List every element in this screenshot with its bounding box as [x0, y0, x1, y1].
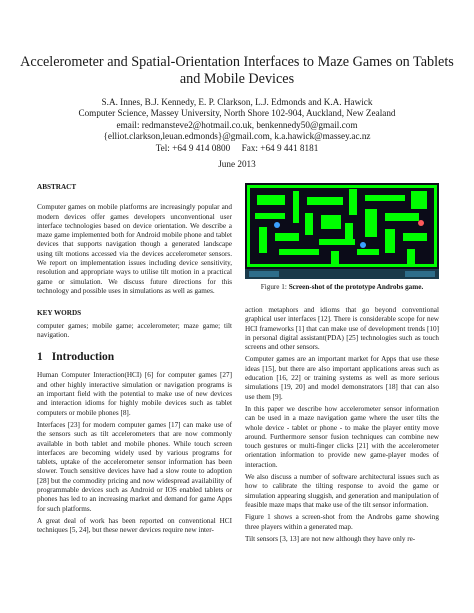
author-email-2: {elliot.clarkson,leuan.edmonds}@gmail.com, k.a.hawick@massey.ac.nz — [103, 131, 371, 142]
author-email-1: email: redmansteve2@hotmail.co.uk, benkennedy50@gmail.com — [116, 119, 358, 130]
player-sprite — [274, 222, 280, 228]
player-sprite — [418, 220, 424, 226]
maze-wall — [411, 191, 427, 209]
maze-wall — [305, 213, 313, 235]
right-paragraph-6: Tilt sensors [3, 13] are not new although they have only re- — [245, 534, 416, 543]
figure-caption — [245, 283, 439, 291]
maze-wall — [407, 249, 415, 264]
abstract-heading: ABSTRACT — [37, 183, 77, 191]
maze-wall — [365, 195, 405, 201]
author-block — [20, 97, 454, 154]
left-column — [37, 183, 232, 539]
right-paragraph-5: Figure 1 shows a screen-shot from the Androbs game showing three players within a generated map. — [245, 513, 439, 531]
keywords-heading: KEY WORDS — [37, 309, 82, 318]
right-paragraph-1: action metaphors and idioms that go beyond conventional graphical user interfaces [12]. There is considerable scope for new HCI frameworks [1] that can make use of development trends [10] in personal digital assistant(PDA) [25] technologies such as touch screens and other sensors. — [245, 306, 439, 352]
maze-screenshot — [245, 183, 439, 279]
figure-label: Figure 1: — [260, 283, 287, 291]
section-heading — [37, 353, 232, 362]
right-paragraph-4: We also discuss a number of software architectural issues such as how to calibrate the tilting response to avoid the game or simulation appearing sluggish, and generation and manipulation of feasible maze maps that make use of the tilt sensor information. — [245, 473, 439, 509]
maze-wall — [307, 197, 343, 205]
maze-wall — [357, 249, 379, 255]
figure-caption-text: Screen-shot of the prototype Androbs game. — [288, 283, 424, 291]
right-paragraph-2: Computer games are an important market for Apps that use these ideas [15], but there are also important applications areas such as education [16, 22] or training systems as well as more serious simulations [19, 20] and model demonstrators [18] that can also use them [9]. — [245, 355, 439, 401]
maze-wall — [434, 185, 437, 267]
maze-wall — [403, 233, 427, 241]
author-affiliation: Computer Science, Massey University, North Shore 102-904, Auckland, New Zealand — [78, 108, 396, 119]
maze-wall — [345, 223, 353, 239]
publication-date: June 2013 — [218, 159, 256, 169]
abstract-text: Computer games on mobile platforms are increasingly popular and modern devices offer games developers unconventional user interface technologies based on device orientation. We describe a maze game implemented both for Android mobile phone and tablet devices that supports navigation though a generated landscape using tilt motions accessed via the devices accelerometer sensors. We report on implementation issues including device sensitivity, resolution and appropriate ways to utilise tilt motion in a practical game or simulation. We discuss future directions for this technology and possible uses in simulations as well as games. — [37, 203, 232, 295]
maze-wall — [319, 239, 355, 245]
section-title: Introduction — [51, 351, 115, 364]
section-number: 1 — [37, 351, 43, 364]
right-paragraph-3: In this paper we describe how accelerometer sensor information can be used in a maze navigation game where the user tilts the whole device - tablet or phone - to make the player entity move around. Furthermore sensor fusion techniques can combine new touch gestures or multi-finger clicks [21] with the accelerometer orientation information to provide new game-player modes of interaction. — [245, 404, 439, 469]
maze-wall — [293, 191, 299, 223]
author-names: S.A. Innes, B.J. Kennedy, E. P. Clarkson, L.J. Edmonds and K.A. Hawick — [101, 97, 373, 107]
author-phone: Tel: +64 9 414 0800 Fax: +64 9 441 8181 — [155, 142, 319, 153]
paper-title: Accelerometer and Spatial-Orientation Interfaces to Maze Games on Tablets and Mobile Devices — [20, 54, 454, 87]
maze-wall — [247, 185, 437, 188]
maze-wall — [259, 227, 267, 253]
player-sprite — [360, 242, 366, 248]
intro-paragraph-1: Human Computer Interaction(HCI) [6] for computer games [27] and other highly interactive simulation or navigation programs is an important field with the potential to make use of new devices and interaction idioms for highly mobile devices such as tablet computers or mobile phones [8]. — [37, 371, 232, 417]
maze-wall — [247, 185, 250, 267]
maze-wall — [247, 264, 437, 267]
maze-wall — [275, 233, 299, 241]
keywords-text: computer games; mobile game; accelerometer; maze game; tilt navigation. — [37, 321, 232, 339]
intro-paragraph-2: Interfaces [23] for modern computer games [17] can make use of the sensors such as tilt accelerometers that are now commonly available in both tablet and mobile phones. While touch screen interfaces are becoming widely used by various programs for tablets, uptake of the accelerometer sensor information has been slower. Touch sensitive devices have had a slow route to adoption [28] but the commodity pricing and now widespread availability of programmable devices such as Android or IOS enabled tablets or phones has led to an increasing market and demand for game Apps for such platforms. — [37, 420, 232, 513]
right-column — [245, 306, 439, 547]
maze-wall — [257, 195, 285, 205]
maze-wall — [385, 229, 395, 253]
intro-paragraph-3: A great deal of work has been reported on conventional HCI techniques [5, 24], but these newer devices require new inter- — [37, 516, 232, 535]
maze-wall — [385, 213, 419, 221]
maze-wall — [331, 251, 339, 264]
maze-wall — [255, 213, 285, 219]
game-screenshot-figure — [245, 183, 439, 279]
maze-wall — [365, 209, 377, 237]
maze-wall — [279, 249, 319, 255]
maze-wall — [349, 189, 357, 215]
maze-wall — [321, 215, 341, 229]
